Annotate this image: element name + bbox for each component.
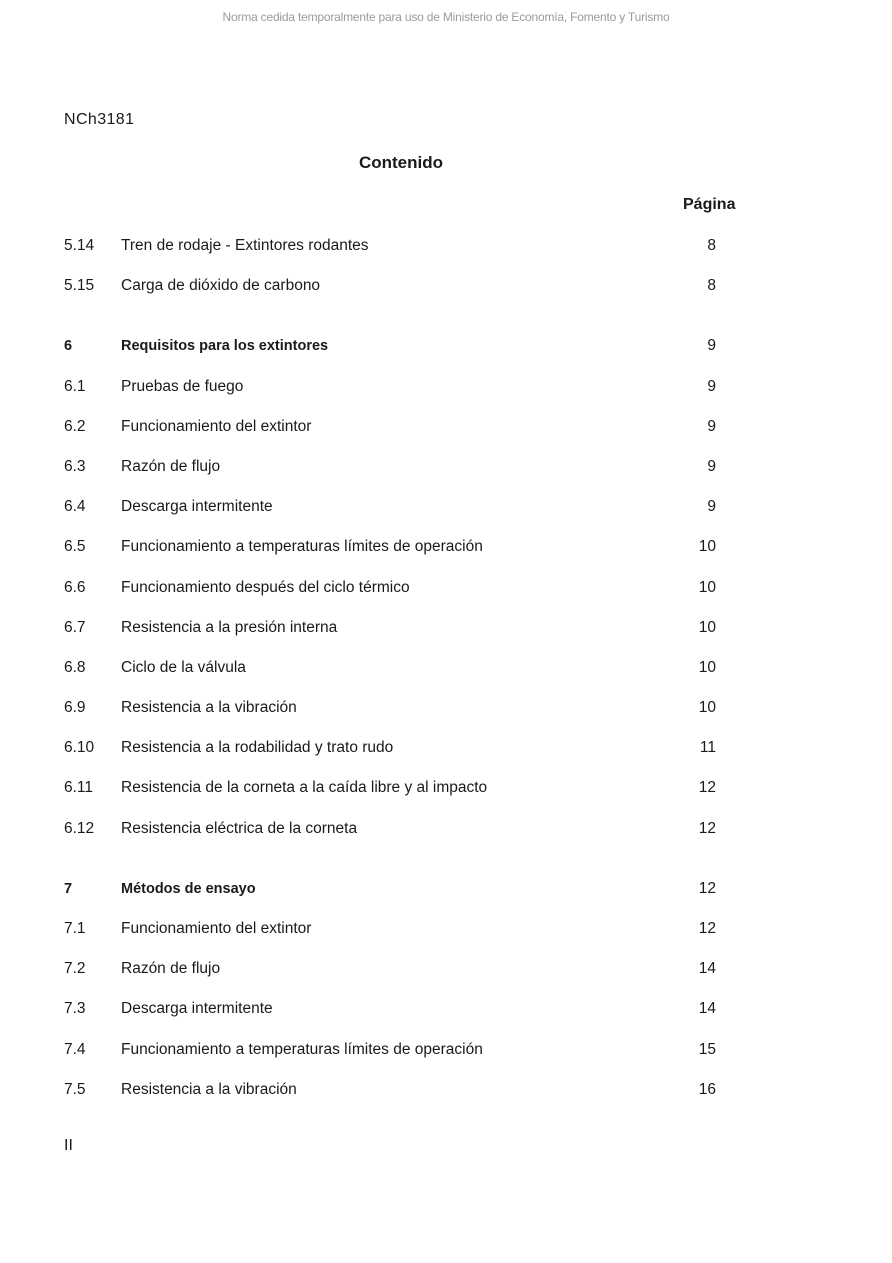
watermark: Norma cedida temporalmente para uso de Ministerio de Economía, Fomento y Turismo [222, 10, 670, 24]
toc-entry-page: 12 [698, 920, 716, 937]
toc-entry-number: 7.4 [64, 1040, 86, 1058]
toc-entry [64, 768, 724, 808]
toc-entry-number: 6.3 [64, 457, 86, 475]
toc-entry-number: 5.15 [64, 277, 95, 295]
toc-entry [64, 608, 724, 648]
toc-entry-number: 6.5 [64, 538, 86, 556]
toc-entry-page: 16 [698, 1080, 716, 1098]
document-code: NCh3181 [64, 111, 135, 128]
toc-entry-page: 10 [698, 538, 716, 556]
toc-entry-number: 7.1 [64, 920, 86, 937]
toc-entry-title: Descarga intermitente [121, 498, 273, 516]
toc-entry-title: Funcionamiento del extintor [121, 417, 312, 435]
toc-entry-page: 10 [698, 658, 716, 676]
toc-entry-page: 12 [698, 779, 716, 797]
toc-entry-number: 6.9 [64, 699, 86, 717]
toc-entry-page: 9 [707, 417, 716, 435]
toc-entry-page: 14 [698, 960, 716, 978]
toc-entry [64, 688, 724, 728]
toc-entry-number: 6.10 [64, 739, 95, 757]
toc-entry-page: 15 [698, 1040, 716, 1058]
toc-entry-page: 11 [699, 739, 716, 757]
toc-entry-page: 12 [698, 879, 716, 897]
toc-entry-number: 6.1 [64, 377, 86, 395]
toc-entry [64, 1070, 724, 1110]
table-of-contents [64, 226, 724, 1110]
toc-entry-title: Tren de rodaje - Extintores rodantes [121, 237, 369, 254]
toc-entry-number: 7.5 [64, 1080, 86, 1098]
page-column-header: Página [683, 196, 736, 213]
toc-entry-number: 6.2 [64, 417, 86, 435]
toc-entry-number: 6.6 [64, 578, 86, 596]
toc-entry [64, 487, 724, 527]
toc-entry-title: Pruebas de fuego [121, 377, 244, 395]
toc-entry-title: Funcionamiento a temperaturas límites de operación [121, 538, 483, 556]
toc-entry [64, 728, 724, 768]
toc-entry-number: 6 [64, 338, 73, 355]
toc-entry-page: 14 [698, 1000, 716, 1018]
toc-section-heading [64, 326, 724, 366]
toc-entry [64, 909, 724, 949]
toc-entry-title: Resistencia a la presión interna [121, 618, 338, 636]
toc-entry-title: Ciclo de la válvula [121, 658, 246, 676]
toc-entry-page: 10 [698, 618, 716, 636]
toc-section-heading [64, 869, 724, 909]
toc-entry-title: Resistencia a la vibración [121, 699, 297, 717]
toc-entry [64, 809, 724, 849]
toc-entry [64, 949, 724, 989]
toc-entry-title: Resistencia a la rodabilidad y trato rudo [121, 739, 394, 757]
toc-entry-title: Resistencia eléctrica de la corneta [121, 819, 358, 837]
toc-entry-title: Funcionamiento del extintor [121, 920, 312, 937]
toc-entry-number: 6.8 [64, 658, 86, 676]
toc-entry [64, 367, 724, 407]
page-title: Contenido [358, 153, 444, 172]
toc-entry [64, 407, 724, 447]
toc-entry [64, 1030, 724, 1070]
toc-entry-number: 6.12 [64, 819, 95, 837]
toc-entry-title: Resistencia a la vibración [121, 1080, 297, 1098]
toc-entry-number: 6.4 [64, 498, 86, 516]
toc-entry [64, 447, 724, 487]
toc-entry [64, 226, 724, 266]
toc-entry-page: 10 [698, 699, 716, 717]
toc-entry-page: 8 [707, 237, 716, 254]
toc-entry-title: Requisitos para los extintores [121, 338, 329, 355]
toc-entry-title: Métodos de ensayo [121, 880, 256, 897]
toc-entry-page: 9 [707, 457, 716, 475]
toc-entry-page: 9 [707, 498, 716, 516]
toc-entry-number: 6.7 [64, 618, 86, 636]
toc-entry [64, 648, 724, 688]
toc-entry-page: 8 [707, 277, 716, 295]
toc-entry-title: Resistencia de la corneta a la caída libre y al impacto [121, 779, 488, 797]
toc-entry-page: 10 [698, 578, 716, 596]
toc-entry [64, 527, 724, 567]
toc-entry-number: 7.2 [64, 960, 86, 978]
toc-entry [64, 568, 724, 608]
toc-entry-page: 9 [707, 337, 716, 355]
toc-entry-title: Funcionamiento a temperaturas límites de operación [121, 1040, 483, 1058]
toc-entry-number: 6.11 [64, 779, 94, 797]
toc-entry-title: Carga de dióxido de carbono [121, 277, 321, 295]
toc-entry [64, 266, 724, 306]
toc-entry [64, 989, 724, 1029]
toc-entry-page: 9 [707, 377, 716, 395]
toc-entry-title: Descarga intermitente [121, 1000, 273, 1018]
toc-entry-number: 7.3 [64, 1000, 86, 1018]
toc-entry-number: 7 [64, 880, 73, 897]
toc-entry-title: Razón de flujo [121, 960, 221, 978]
toc-entry-title: Funcionamiento después del ciclo térmico [121, 578, 410, 596]
page-number: II [64, 1137, 73, 1154]
toc-entry-title: Razón de flujo [121, 457, 221, 475]
toc-entry-page: 12 [698, 819, 716, 837]
toc-entry-number: 5.14 [64, 237, 95, 254]
